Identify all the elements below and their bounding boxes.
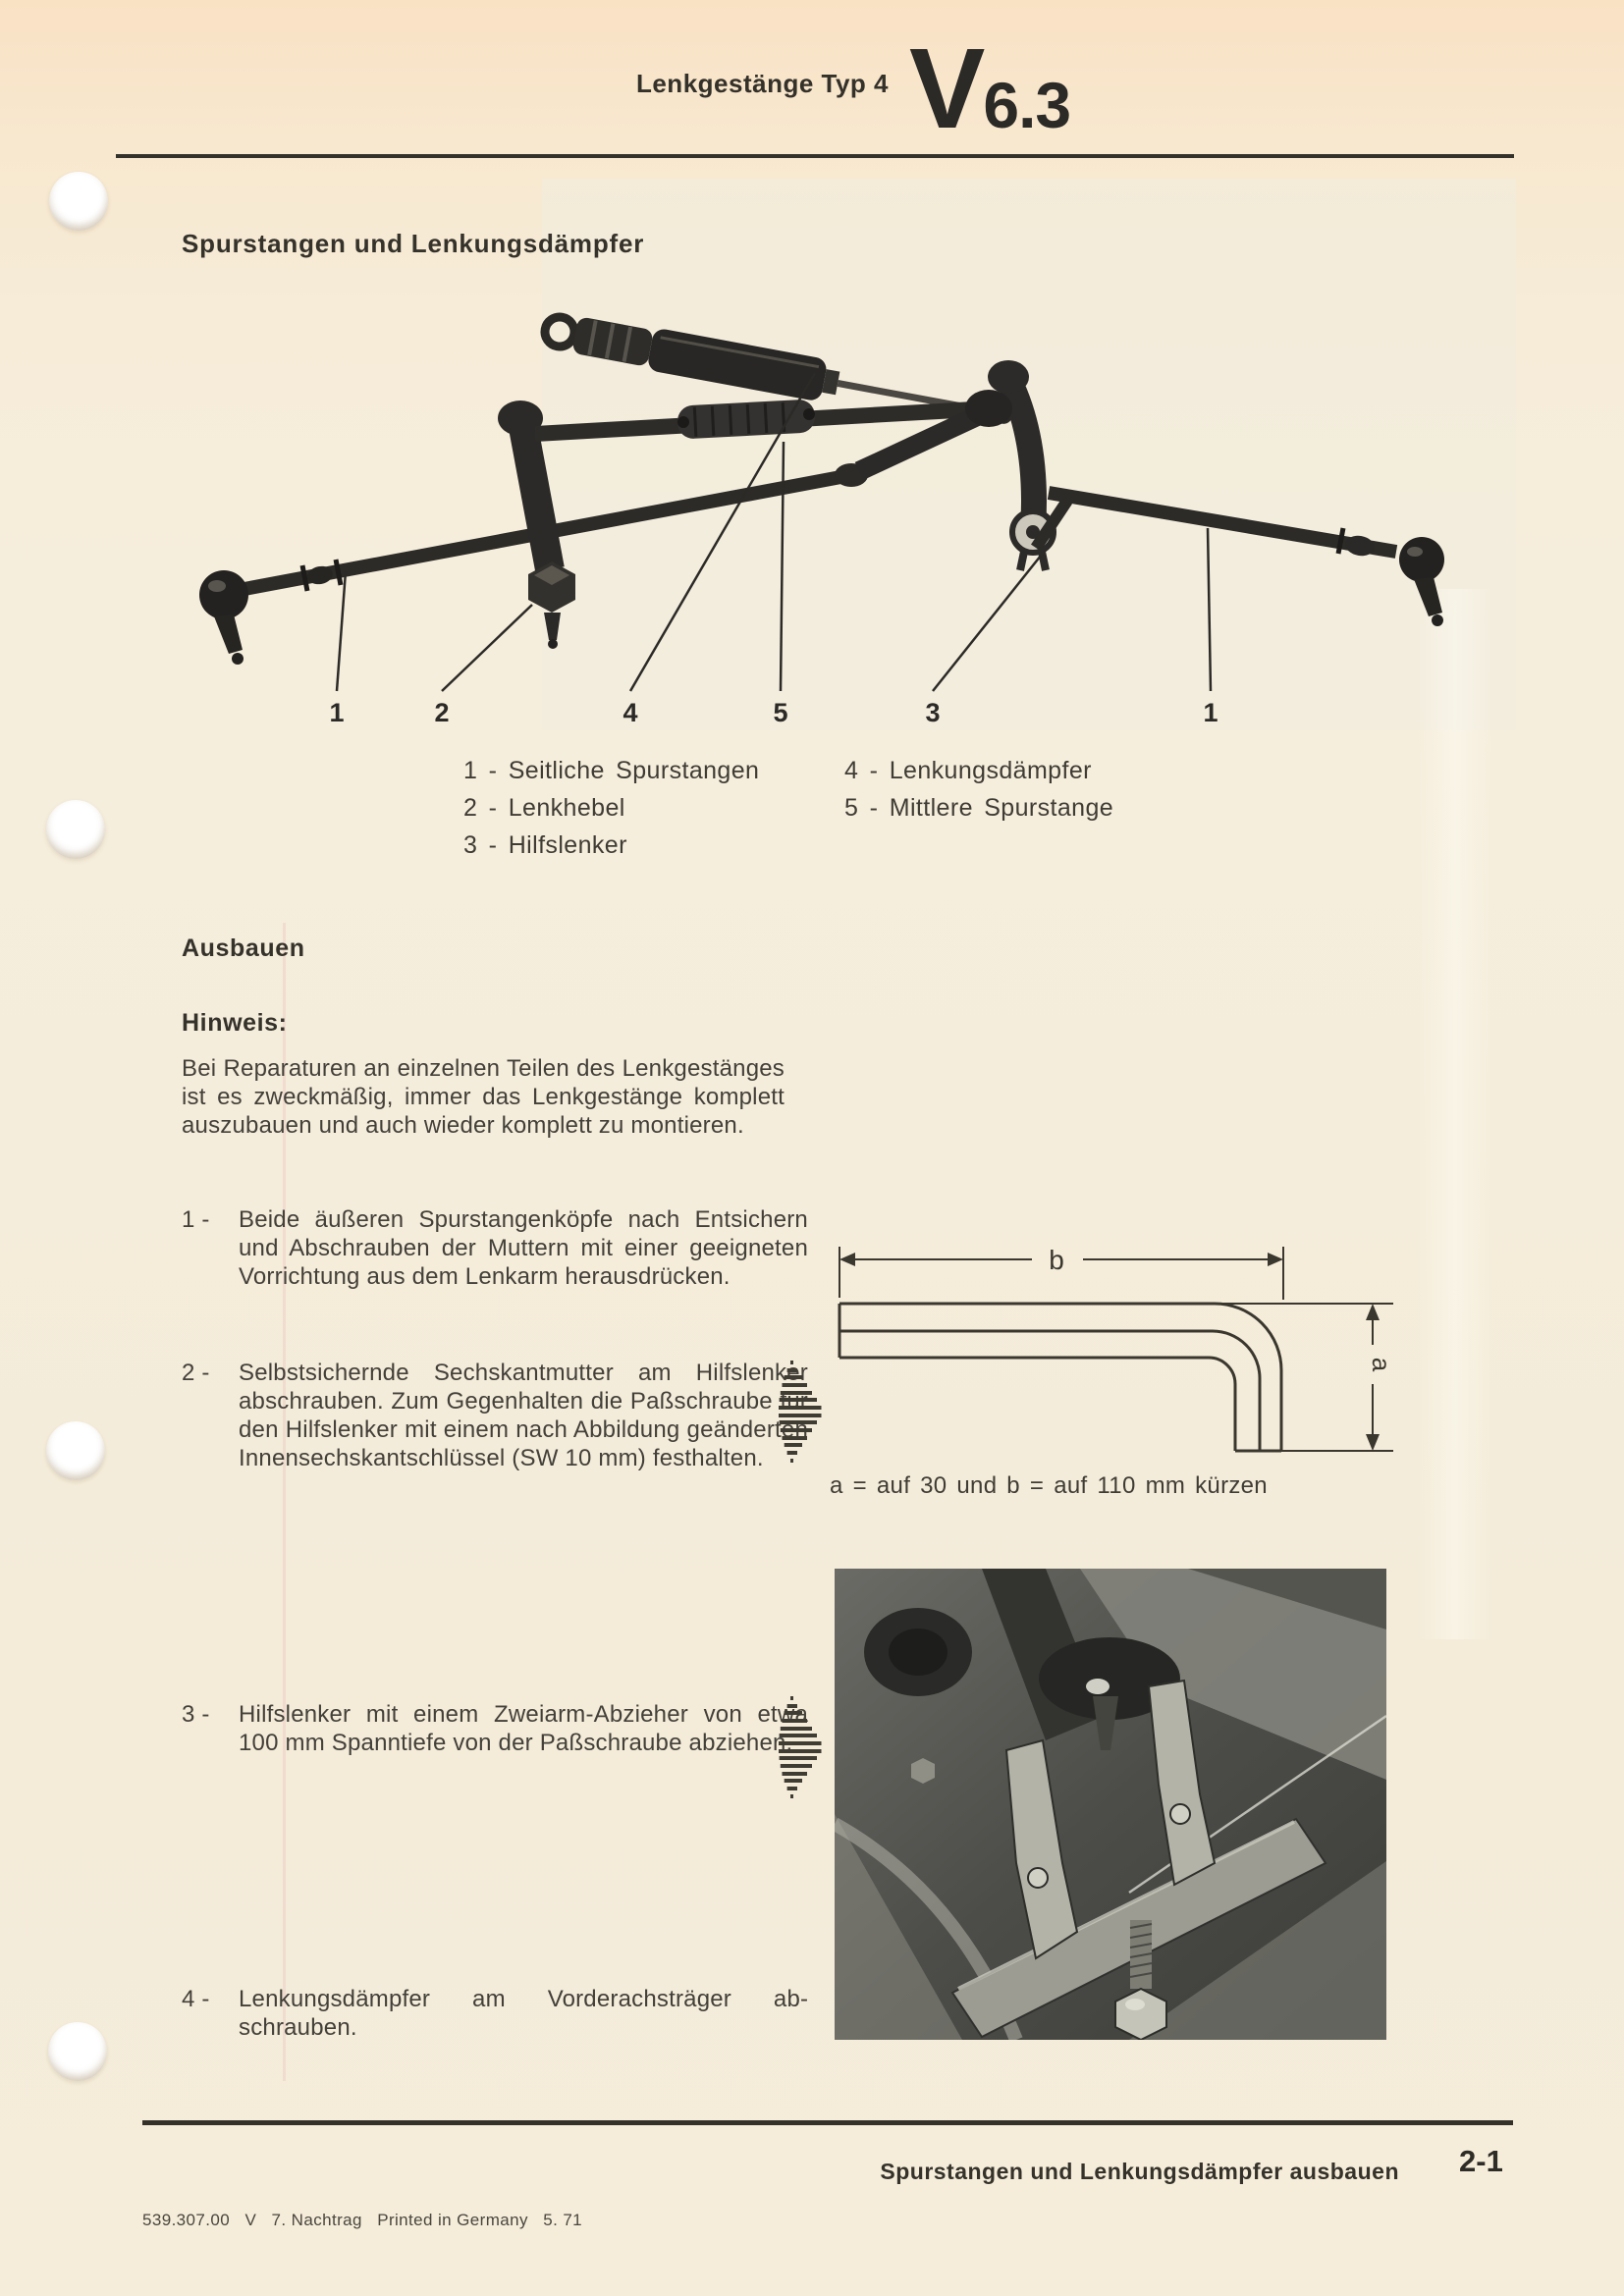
section-label: Lenkgestänge Typ 4 xyxy=(635,69,889,98)
section-code xyxy=(909,25,1071,152)
callout-3: 3 xyxy=(925,698,941,726)
legend-item: 1 - Seitliche Spurstangen xyxy=(463,757,760,784)
step-2 xyxy=(182,1359,810,1472)
figure-legend-col2 xyxy=(844,752,1113,827)
section-heading: Ausbauen xyxy=(182,934,305,962)
scan-light-band xyxy=(1417,589,1493,1639)
legend-item: 3 - Hilfslenker xyxy=(463,831,627,859)
note-text: Bei Reparaturen an einzelnen Teilen des Lenkgestänges ist es zweckmäßig, immer das Lenkgestänge komplett auszubauen und auch wieder komplett zu montieren. xyxy=(182,1055,785,1139)
step-1 xyxy=(182,1205,810,1291)
dimension-b-label: b xyxy=(1049,1245,1064,1275)
step-number: 1 - xyxy=(182,1206,210,1233)
note-heading: Hinweis: xyxy=(182,1009,288,1037)
step-number: 3 - xyxy=(182,1701,210,1728)
callout-2: 2 xyxy=(434,698,450,726)
punch-hole xyxy=(48,2022,107,2081)
legend-item: 2 - Lenkhebel xyxy=(463,794,625,822)
callout-1-left: 1 xyxy=(329,698,345,726)
callout-5: 5 xyxy=(773,698,788,726)
hex-key-diagram xyxy=(830,1229,1527,1474)
legend-item: 5 - Mittlere Spurstange xyxy=(844,794,1114,822)
punch-hole xyxy=(46,800,105,859)
step-text: Lenkungsdämpfer am Vorderachsträger abschrauben. xyxy=(239,1986,808,2041)
section-code-number: 6.3 xyxy=(983,69,1071,141)
legend-item: 4 - Lenkungsdämpfer xyxy=(844,757,1092,784)
callout-numbers xyxy=(329,698,1218,726)
punch-hole xyxy=(46,1421,105,1480)
step-text: Beide äußeren Spurstangenköpfe nach Entsichern und Abschrauben der Muttern mit einer geeigneten Vorrichtung aus dem Lenkarm herausdrücken. xyxy=(239,1206,808,1290)
dimension-a-label: a xyxy=(1367,1357,1396,1372)
step-number: 2 - xyxy=(182,1360,210,1386)
right-tie-rod-drawing xyxy=(1036,493,1444,626)
step-text: Selbstsichernde Sechskantmutter am Hilfslenker abschrauben. Zum Gegenhalten die Paßschraube für den Hilfslenker mit einem nach Abbildung geänderten Innensechskantschlüssel (SW 10 mm) festhalten. xyxy=(239,1360,808,1471)
pointer-arrow-icon xyxy=(779,1694,824,1800)
page-title: Spurstangen und Lenkungsdämpfer xyxy=(182,229,645,258)
page-number: 2-1 xyxy=(1459,2144,1503,2178)
imprint: 539.307.00 V 7. Nachtrag Printed in Germany 5. 71 xyxy=(142,2211,583,2229)
pointer-arrow-icon xyxy=(779,1359,824,1465)
footer-caption: Spurstangen und Lenkungsdämpfer ausbauen xyxy=(880,2159,1399,2184)
puller-photo-drawing xyxy=(835,1569,1386,2040)
diagram-caption: a = auf 30 und b = auf 110 mm kürzen xyxy=(830,1472,1268,1499)
step-text: Hilfslenker mit einem Zweiarm-Abzieher von etwa 100 mm Spanntiefe von der Paßschraube abziehen. xyxy=(239,1701,808,1756)
figure-legend-col1 xyxy=(463,752,759,864)
step-number: 4 - xyxy=(182,1986,210,2012)
dimension-arrowheads xyxy=(839,1253,1380,1451)
footer-rule xyxy=(142,2120,1513,2125)
dimension-lines xyxy=(839,1247,1393,1451)
callout-4: 4 xyxy=(623,698,638,726)
step-3 xyxy=(182,1700,810,1757)
steering-linkage-illustration xyxy=(128,275,1502,726)
callout-1-right: 1 xyxy=(1203,698,1218,726)
puller-photo xyxy=(835,1569,1386,2040)
step-4 xyxy=(182,1985,810,2042)
punch-hole xyxy=(49,172,108,231)
section-code-letter: V xyxy=(909,25,984,152)
header-rule xyxy=(116,154,1514,158)
hex-key-outline xyxy=(839,1304,1281,1451)
